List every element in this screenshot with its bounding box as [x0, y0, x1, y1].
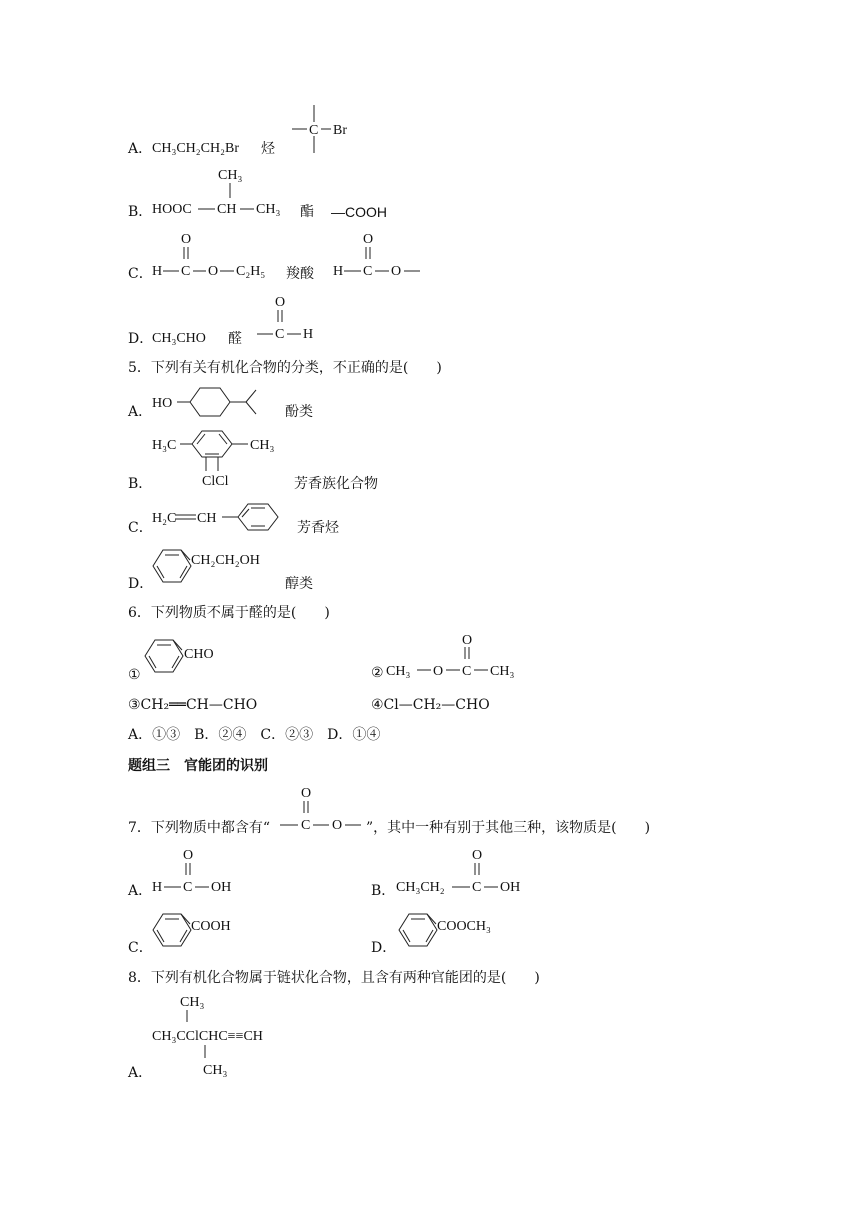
question-stem-start: 7．下列物质中都含有“	[128, 820, 271, 836]
svg-text:COOCH₃: COOCH₃	[437, 919, 491, 934]
formic-acid-structure	[150, 843, 260, 903]
option-label: C．	[128, 940, 153, 956]
methyl-benzoate-structure	[394, 906, 524, 956]
svg-text:C: C	[181, 264, 191, 279]
svg-text:COOH: COOH	[191, 919, 231, 934]
svg-text:C: C	[472, 880, 482, 895]
svg-text:HOOC: HOOC	[152, 202, 192, 217]
svg-text:C: C	[462, 664, 472, 679]
svg-text:O: O	[462, 633, 473, 648]
ethyl-formate-structure	[150, 227, 290, 287]
phenylethanol-structure	[148, 542, 288, 592]
chloro-alkyne-structure	[150, 990, 310, 1080]
svg-text:CHO: CHO	[184, 647, 214, 662]
svg-text:C: C	[363, 264, 373, 279]
svg-text:O: O	[433, 664, 444, 679]
option-label: A．	[128, 141, 153, 157]
svg-text:CH₃: CH₃	[490, 664, 515, 679]
question-stem: 5．下列有关有机化合物的分类，不正确的是( )	[128, 360, 442, 376]
class-label: 烃	[261, 141, 275, 157]
svg-text:O: O	[181, 232, 192, 247]
svg-text:CH₃: CH₃	[203, 1063, 228, 1078]
methyl-acetate-structure	[371, 630, 541, 685]
c-br-structure	[290, 103, 360, 158]
benzaldehyde-structure	[128, 634, 238, 684]
svg-text:OH: OH	[500, 880, 521, 895]
svg-text:H: H	[152, 264, 163, 279]
svg-text:O: O	[275, 295, 286, 310]
svg-text:CH: CH	[217, 202, 237, 217]
formate-group-structure	[331, 227, 431, 287]
question-stem: 8．下列有机化合物属于链状化合物，且含有两种官能团的是( )	[128, 970, 540, 986]
svg-text:ClCl: ClCl	[202, 474, 229, 489]
propanoic-acid-structure	[394, 843, 544, 903]
svg-text:O: O	[363, 232, 374, 247]
svg-text:CH₃: CH₃	[180, 995, 205, 1010]
svg-text:C: C	[301, 818, 311, 833]
svg-text:CH: CH	[197, 511, 217, 526]
option-label: B．	[128, 204, 153, 220]
isopropylphenol-structure	[150, 382, 280, 422]
question-stem: 6．下列物质不属于醛的是( )	[128, 605, 330, 621]
br-atom: Br	[333, 123, 347, 138]
dichloro-xylene-structure	[150, 425, 290, 495]
svg-text:CH₃CClCHC≡≡CH: CH₃CClCHC≡≡CH	[152, 1029, 263, 1044]
item-4: ④Cl—CH₂—CHO	[371, 697, 490, 713]
svg-text:CH₂CH₂OH: CH₂CH₂OH	[191, 553, 260, 568]
class-label: 芳香烃	[297, 520, 339, 536]
svg-text:H₂C: H₂C	[152, 511, 177, 526]
svg-text:O: O	[472, 848, 483, 863]
svg-text:O: O	[301, 786, 312, 801]
benzoic-acid-structure	[148, 906, 258, 956]
svg-text:O: O	[208, 264, 219, 279]
svg-text:②: ②	[371, 666, 384, 681]
aldehyde-group-structure	[255, 290, 335, 350]
svg-text:CH₃: CH₃	[386, 664, 411, 679]
svg-text:C₂H₅: C₂H₅	[236, 264, 266, 279]
svg-text:HO: HO	[152, 396, 173, 411]
option-label: C．	[128, 266, 153, 282]
svg-text:H₃C: H₃C	[152, 438, 177, 453]
svg-text:①: ①	[128, 668, 141, 683]
svg-text:H: H	[152, 880, 163, 895]
class-label: 酚类	[285, 404, 313, 420]
svg-text:O: O	[332, 818, 343, 833]
class-label: 酯	[300, 204, 314, 220]
class-label: 羧酸	[286, 266, 314, 282]
svg-text:CH₃: CH₃	[250, 438, 275, 453]
formula-text: CH₃CHO	[152, 331, 206, 346]
svg-text:H: H	[333, 264, 344, 279]
svg-text:O: O	[183, 848, 194, 863]
answer-options: A．①③ B．②④ C．②③ D．①④	[128, 727, 381, 743]
formula-text: CH₃CH₂CH₂Br	[152, 141, 239, 156]
class-label: 醇类	[285, 576, 313, 592]
option-label: A．	[128, 883, 153, 899]
svg-text:CH₃CH₂: CH₃CH₂	[396, 880, 445, 895]
svg-text:CH₃: CH₃	[218, 168, 243, 183]
option-label: D．	[128, 331, 154, 347]
styrene-structure	[150, 500, 290, 540]
option-label: A．	[128, 1065, 153, 1081]
item-3: ③CH₂══CH—CHO	[128, 697, 258, 713]
option-label: B．	[371, 883, 396, 899]
option-label: B．	[128, 476, 153, 492]
svg-text:O: O	[391, 264, 402, 279]
option-label: C．	[128, 520, 153, 536]
option-label: D．	[128, 576, 154, 592]
svg-text:C: C	[183, 880, 193, 895]
isobutyric-ester-structure	[150, 165, 290, 225]
class-label: 醛	[228, 331, 242, 347]
option-label: A．	[128, 404, 153, 420]
class-label: 芳香族化合物	[294, 476, 378, 492]
svg-text:H: H	[303, 327, 314, 342]
svg-text:C: C	[275, 327, 285, 342]
section-title: 题组三 官能团的识别	[128, 757, 268, 773]
ester-fragment-structure	[258, 781, 378, 836]
svg-text:C: C	[309, 123, 319, 138]
option-label: D．	[371, 940, 397, 956]
question-stem-end: ”，其中一种有别于其他三种，该物质是( )	[366, 820, 651, 836]
functional-group: —COOH	[331, 204, 387, 220]
svg-text:CH₃: CH₃	[256, 202, 281, 217]
svg-text:OH: OH	[211, 880, 232, 895]
